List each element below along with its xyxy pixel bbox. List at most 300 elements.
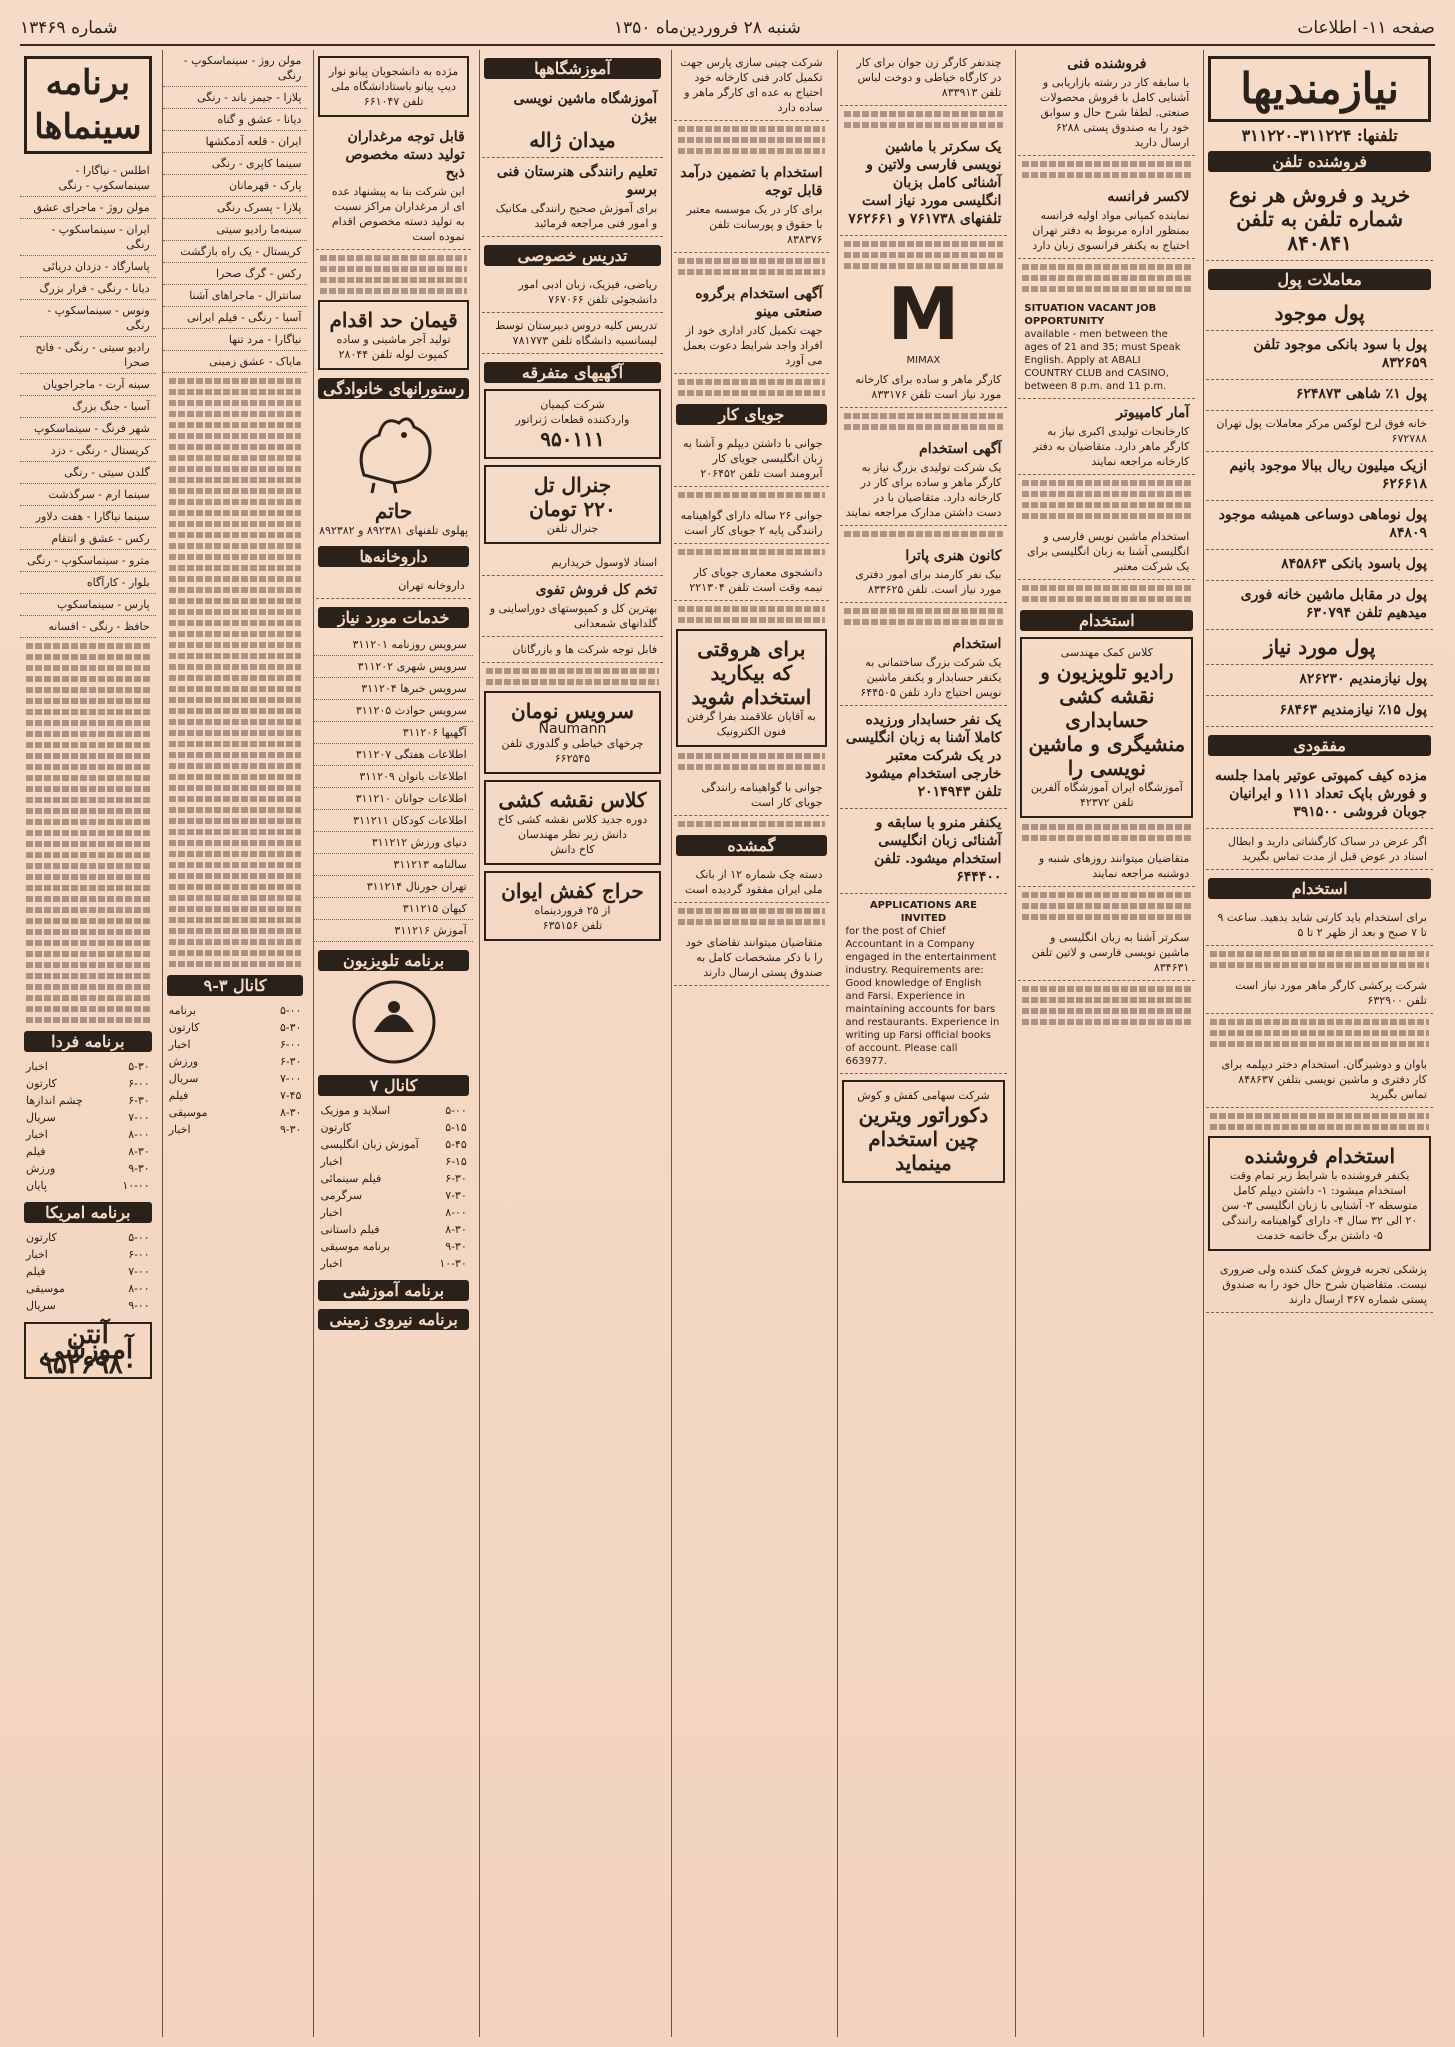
tv-show: اخبار bbox=[320, 1206, 343, 1219]
ad2-title-3: آمار کامپیوتر bbox=[1116, 405, 1190, 421]
text-filler bbox=[26, 698, 150, 704]
text-filler bbox=[169, 400, 302, 406]
tv-show: اخبار bbox=[168, 1123, 191, 1136]
ad-money-11-text: پول ۱۵٪ نیازمندیم ۶۸۴۶۳ bbox=[1279, 702, 1427, 718]
text-filler bbox=[169, 532, 302, 538]
text-filler bbox=[678, 258, 824, 264]
text-filler bbox=[1022, 1008, 1191, 1014]
text-filler bbox=[169, 411, 302, 417]
ad-lost-1-text: مزده کیف کمپوتی عوتیر بامدا جلسه و فورش باپک تعداد ۱۱۱ و ایرانیان جوبان فروشی ۳۹۱۵۰۰ bbox=[1215, 768, 1427, 820]
text-filler bbox=[320, 277, 466, 283]
tv-show: اسلاید و موزیک bbox=[320, 1104, 391, 1117]
text-filler bbox=[1210, 951, 1429, 957]
ad4-title-2: استخدام با تضمین درآمد قابل توجه bbox=[680, 165, 823, 199]
text-filler bbox=[169, 862, 302, 868]
column-6 bbox=[313, 50, 472, 2037]
text-filler bbox=[26, 676, 150, 682]
ad2-class-4: آموزشگاه ایران آموزشگاه آلفرین تلفن ۴۲۳۷۲ bbox=[1030, 781, 1183, 809]
text-filler bbox=[26, 786, 150, 792]
ad-money-7-text: پول باسود بانکی ۸۴۵۸۶۳ bbox=[1281, 556, 1427, 572]
service-row: سرویس روزنامه ۳۱۱۲۰۱ bbox=[314, 634, 472, 656]
ad3-body-4: یک شرکت تولیدی بزرگ نیاز به کارگر ماهر و ساده برای کار در کارخانه دارد. متقاضیان با در دست داشتن مدارک مراجعه نمایند bbox=[845, 461, 1002, 519]
text-filler bbox=[678, 753, 824, 759]
text-filler bbox=[1022, 914, 1191, 920]
text-filler bbox=[169, 961, 302, 967]
text-filler bbox=[844, 241, 1004, 247]
rooster-icon bbox=[334, 405, 454, 495]
text-filler bbox=[678, 269, 824, 275]
section-phone-sale: فروشنده تلفن bbox=[1208, 151, 1431, 172]
ad2-class-3: حسابداری منشیگری و ماشین نویسی را bbox=[1028, 708, 1186, 780]
text-filler bbox=[169, 466, 302, 472]
ad6-brick-title: قیمان حد اقدام bbox=[329, 308, 458, 332]
tv-time: ۷-۰۰ bbox=[279, 1072, 302, 1085]
ad-sales-body: یکنفر فروشنده با شرایط زیر تمام وقت استخدام میشود: ۱- داشتن دیپلم کامل متوسطه ۲- آشنایی با زبان انگلیسی ۳- سن ۲۰ الی ۳۲ سال ۴- دارای گواهینامه رانندگی ۵- داشتن برگ خاتمه خدمت bbox=[1221, 1169, 1418, 1242]
tv-show: اخبار bbox=[320, 1257, 343, 1270]
text-filler bbox=[26, 984, 150, 990]
section-misc: آگهیهای متفرقه bbox=[484, 362, 661, 383]
ad-phone-sale: خرید و فروش هر نوع شماره تلفن به تلفن ۸۴۰۸۴۱ bbox=[1206, 178, 1433, 261]
text-filler bbox=[169, 554, 302, 560]
ad-emp-last-text: پزشکی تجربه فروش کمک کننده ولی ضروری نیست. متقاضیان شرح حال خود را به صندوق پستی شماره ۳۶۷ ارسال دارند bbox=[1219, 1263, 1427, 1306]
text-filler bbox=[26, 1006, 150, 1012]
column-3 bbox=[837, 50, 1010, 2037]
text-filler bbox=[169, 884, 302, 890]
text-filler bbox=[1022, 502, 1191, 508]
column-7 bbox=[162, 50, 308, 2037]
cinema-row: سینما کاپری - رنگی bbox=[163, 153, 308, 175]
text-filler bbox=[169, 906, 302, 912]
tv-row bbox=[163, 1087, 308, 1104]
text-filler bbox=[1022, 596, 1191, 602]
sch1-sub: میدان ژاله bbox=[529, 128, 616, 152]
tv-show: فیلم bbox=[26, 1265, 46, 1278]
text-filler bbox=[678, 821, 824, 827]
tv-row bbox=[163, 1070, 308, 1087]
text-filler bbox=[169, 620, 302, 626]
pr1-body: ریاضی، فیزیک، زبان ادبی امور دانشجوئی تلفن ۷۶۷۰۶۶ bbox=[482, 272, 663, 313]
misc1-sub: واردکننده قطعات ژنراتور bbox=[515, 413, 630, 426]
ad-money-4 bbox=[1206, 411, 1433, 452]
ad3-body-1: چندنفر کارگر زن جوان برای کار در کارگاه خیاطی و دوخت لباس تلفن ۸۳۳۹۱۳ bbox=[840, 50, 1008, 106]
text-filler bbox=[678, 137, 824, 143]
text-filler bbox=[169, 708, 302, 714]
section-tv-channel-3: کانال ۳-۹ bbox=[167, 975, 304, 996]
tv-row bbox=[20, 1109, 156, 1126]
text-filler bbox=[26, 962, 150, 968]
section-tv-america: برنامه امریکا bbox=[24, 1202, 152, 1223]
text-filler bbox=[169, 587, 302, 593]
text-filler bbox=[26, 841, 150, 847]
ad6-body-2: این شرکت بنا به پیشنهاد عده ای از مرغداران مراکز نسبت به تولید دسته مخصوص اقدام نموده است bbox=[331, 185, 465, 243]
cinema-row: رکس - گرگ صحرا bbox=[163, 263, 308, 285]
service-row: سرویس خبرها ۳۱۱۲۰۴ bbox=[314, 678, 472, 700]
ad4-body-9: دسته چک شماره ۱۲ از بانک ملی ایران مفقود گردیده است bbox=[674, 862, 828, 903]
ad4-promo-box bbox=[676, 629, 826, 747]
text-filler bbox=[320, 255, 466, 261]
text-filler bbox=[26, 907, 150, 913]
tv-time: ۵-۰۰ bbox=[279, 1004, 302, 1017]
misc2-title: جنرال تل bbox=[533, 473, 612, 497]
page-label: صفحه ۱۱- اطلاعات bbox=[1297, 18, 1435, 38]
text-filler bbox=[1210, 1019, 1429, 1025]
mimax-logo: M bbox=[887, 272, 960, 356]
text-filler bbox=[1022, 835, 1191, 841]
text-filler bbox=[844, 531, 1004, 537]
section-services: خدمات مورد نیاز bbox=[318, 607, 468, 628]
pharm1: داروخانه تهران bbox=[316, 573, 470, 599]
tv-show: ورزش bbox=[26, 1162, 56, 1175]
tv-row bbox=[163, 1104, 308, 1121]
text-filler bbox=[1210, 962, 1429, 968]
ad-money-7 bbox=[1206, 550, 1433, 581]
column-4 bbox=[671, 50, 830, 2037]
ad4-promo-title: برای هروقتی که بیکارید استخدام شوید bbox=[691, 637, 812, 709]
cinema-row: ونوس - سینماسکوپ - رنگی bbox=[20, 300, 156, 337]
tv-channel-7: کانال ۷ bbox=[318, 1075, 468, 1096]
text-filler bbox=[26, 775, 150, 781]
text-filler bbox=[169, 917, 302, 923]
text-filler bbox=[169, 686, 302, 692]
misc9-phone: تلفن ۶۳۵۱۵۶ bbox=[542, 919, 603, 932]
tv-show: فیلم سینمائی bbox=[320, 1172, 382, 1185]
pr2-body: تدریس کلیه دروس دبیرستان توسط لیسانسیه دانشگاه تلفن ۷۸۱۷۷۳ bbox=[482, 313, 663, 354]
section-tv: برنامه تلویزیون bbox=[318, 950, 468, 971]
section-restaurants: رستورانهای خانوادگی bbox=[318, 378, 468, 399]
text-filler bbox=[26, 852, 150, 858]
cinema-row: گلدن سیتی - رنگی bbox=[20, 462, 156, 484]
ad2-en-title: SITUATION VACANT JOB OPPORTUNITY bbox=[1024, 303, 1157, 327]
service-row: اطلاعات بانوان ۳۱۱۲۰۹ bbox=[314, 766, 472, 788]
tv-row bbox=[314, 1153, 472, 1170]
text-filler bbox=[1022, 585, 1191, 591]
tv-row bbox=[20, 1280, 156, 1297]
tv-row bbox=[314, 1170, 472, 1187]
misc6-box bbox=[484, 691, 661, 774]
tv-time: ۹-۳۰ bbox=[445, 1240, 467, 1253]
tv-show: موسیقی bbox=[168, 1106, 208, 1119]
service-row: آموزش ۳۱۱۲۱۶ bbox=[314, 920, 472, 942]
text-filler bbox=[1210, 1030, 1429, 1036]
text-filler bbox=[26, 874, 150, 880]
ad6-brick-body: تولید آجر ماشینی و ساده کمپوت لوله تلفن ۲۸۰۴۴ bbox=[336, 333, 451, 361]
misc6-sub: چرخهای خیاطی و گلدوزی تلفن ۶۶۲۵۴۵ bbox=[501, 737, 644, 765]
text-filler bbox=[169, 840, 302, 846]
services-list bbox=[314, 634, 472, 942]
section-private-tutoring: تدریس خصوصی bbox=[484, 245, 661, 266]
text-filler bbox=[678, 919, 824, 925]
cinema-row: آسیا - رنگی - فیلم ایرانی bbox=[163, 307, 308, 329]
ad2-title-1: فروشنده فنی bbox=[1067, 56, 1147, 72]
tv-row bbox=[163, 1053, 308, 1070]
text-filler bbox=[26, 918, 150, 924]
cinema-row: پارک - قهرمانان bbox=[163, 175, 308, 197]
text-filler bbox=[1022, 264, 1191, 270]
tv-show: چشم اندازها bbox=[26, 1094, 83, 1107]
cinema-row: دیانا - رنگی - فرار بزرگ bbox=[20, 278, 156, 300]
text-filler bbox=[844, 619, 1004, 625]
tv-show: سریال bbox=[26, 1299, 56, 1312]
cinema-row: مترو - سینماسکوپ - رنگی bbox=[20, 550, 156, 572]
ad-money-3-text: پول ۱٪ شاهی ۶۲۴۸۷۳ bbox=[1295, 386, 1427, 402]
ad2-body-7: سکرتر آشنا به زبان انگلیسی و ماشین نویسی فارسی و لاتین تلفن ۸۳۴۶۳۱ bbox=[1018, 925, 1195, 981]
cinema-row: سینه آرت - ماجراجویان bbox=[20, 374, 156, 396]
ad3-title-5: کانون هنری پاترا bbox=[905, 548, 1002, 564]
tv-row bbox=[20, 1229, 156, 1246]
service-row: سالنامه ۳۱۱۲۱۳ bbox=[314, 854, 472, 876]
tv-time: ۶-۰۰ bbox=[279, 1038, 302, 1051]
ad-emp-2 bbox=[1206, 973, 1433, 1014]
tv-time: ۹-۳۰ bbox=[279, 1123, 302, 1136]
tv-show: اخبار bbox=[168, 1038, 191, 1051]
tv-row bbox=[314, 1255, 472, 1272]
cinema-row: نیاگارا - مرد تنها bbox=[163, 329, 308, 351]
tv-row bbox=[20, 1058, 156, 1075]
ad-emp-1 bbox=[1206, 905, 1433, 946]
column-classifieds bbox=[1203, 50, 1435, 2037]
tv-row bbox=[20, 1297, 156, 1314]
ad6-piano-box bbox=[318, 56, 468, 117]
text-filler bbox=[169, 642, 302, 648]
cinema-row: رکس - عشق و انتقام bbox=[20, 528, 156, 550]
tv-row bbox=[314, 1102, 472, 1119]
ad6-brick-box bbox=[318, 300, 468, 370]
misc1-phone: ۹۵۰۱۱۱ bbox=[540, 427, 605, 451]
tv-time: ۷-۳۰ bbox=[445, 1189, 467, 1202]
tv-show: ورزش bbox=[168, 1055, 199, 1068]
sch2-body: برای آموزش صحیح رانندگی مکانیک و امور فنی مراجعه فرمائید bbox=[495, 202, 658, 230]
text-filler bbox=[1022, 903, 1191, 909]
text-filler bbox=[678, 617, 824, 623]
service-row: دنیای ورزش ۳۱۱۲۱۲ bbox=[314, 832, 472, 854]
text-filler bbox=[169, 664, 302, 670]
text-filler bbox=[169, 829, 302, 835]
text-filler bbox=[26, 896, 150, 902]
tv-row bbox=[314, 1221, 472, 1238]
ad-lost-1 bbox=[1206, 762, 1433, 829]
ad-money-8-text: پول در مقابل ماشین خانه فوری میدهیم تلفن ۶۳۰۷۹۴ bbox=[1240, 587, 1427, 621]
text-filler bbox=[169, 631, 302, 637]
cinema-row: پارس - سینماسکوپ bbox=[20, 594, 156, 616]
ad3-body-7: یک نفر حسابدار ورزیده کاملا آشنا به زبان انگلیسی در یک شرکت معتبر خارجی استخدام میشود تلفن ۲۰۱۴۹۴۳ bbox=[845, 712, 1002, 800]
ad2-body-1: با سابقه کار در رشته بازاریابی و آشنایی کامل با فروش محصولات صنعتی. لطفا شرح حال و سوابق خود را به صندوق پستی ۶۲۸۸ ارسال دارید bbox=[1040, 76, 1190, 149]
ad3-en-body: for the post of Chief Accountant in a Company engaged in the entertainment industry. Requirements are: Good knowledge of English and Farsi. Experience in maintaining accounts for bars and restaurants. Experience in writing up Farsi official books of account. Please call 663977. bbox=[845, 926, 1000, 1067]
cinema-row: دیانا - عشق و گناه bbox=[163, 109, 308, 131]
tv-time: ۵-۱۵ bbox=[445, 1121, 467, 1134]
ad3-body-5: بیک نفر کارمند برای امور دفتری مورد نیاز است. تلفن ۸۳۳۶۲۵ bbox=[855, 568, 1002, 596]
ad4-body-10: متقاضیان میتوانند تقاضای خود را با ذکر مشخصات کامل به صندوق پستی ارسال دارند bbox=[674, 930, 828, 986]
tv-row bbox=[20, 1177, 156, 1194]
ad-emp-3 bbox=[1206, 1052, 1433, 1108]
text-filler bbox=[169, 609, 302, 615]
ad-sales-title: استخدام فروشنده bbox=[1244, 1144, 1395, 1168]
ad-lost-2 bbox=[1206, 829, 1433, 870]
cinema-row: اطلس - نیاگارا - سینماسکوپ - رنگی bbox=[20, 160, 156, 197]
ad-money-5-text: ازیک میلیون ریال ببالا موجود بانیم ۶۲۶۶۱۸ bbox=[1229, 458, 1427, 492]
text-filler bbox=[169, 499, 302, 505]
tv-show: فیلم bbox=[26, 1145, 46, 1158]
ad-money-6-text: پول نوماهی دوساعی همیشه موجود ۸۴۸۰۹ bbox=[1218, 507, 1427, 541]
text-filler bbox=[678, 764, 824, 770]
misc7-body: دوره جدید کلاس نقشه کشی کاخ دانش زیر نظر مهندسان bbox=[497, 813, 648, 841]
text-filler bbox=[320, 266, 466, 272]
tv-time: ۸-۰۰ bbox=[128, 1128, 150, 1141]
text-filler bbox=[1210, 1113, 1429, 1119]
text-filler bbox=[169, 543, 302, 549]
text-filler bbox=[26, 863, 150, 869]
tv-show: اخبار bbox=[26, 1128, 48, 1141]
footer-ad: آنتن آموزشی ۹۵۲۶۹۸۰ bbox=[24, 1322, 152, 1379]
tv-row bbox=[20, 1143, 156, 1160]
text-filler bbox=[169, 851, 302, 857]
tv-emblem-icon bbox=[349, 977, 439, 1067]
misc6-latin: Naumann bbox=[538, 721, 607, 737]
section-money: معاملات پول bbox=[1208, 269, 1431, 290]
text-filler bbox=[169, 752, 302, 758]
classifieds-phones: تلفنها: ۳۱۱۲۲۴-۳۱۱۲۲۰ bbox=[1241, 126, 1398, 145]
text-filler bbox=[1022, 1019, 1191, 1025]
ad3-shoe-box bbox=[842, 1080, 1006, 1183]
ad-emp-2-text: شرکت پرکشی کارگر ماهر مورد نیاز است تلفن ۶۳۲۹۰۰ bbox=[1235, 979, 1427, 1007]
ad3-title-4: آگهی استخدام bbox=[919, 441, 1002, 457]
text-filler bbox=[169, 873, 302, 879]
ad4-body-5: جوانی ۲۶ ساله دارای گواهینامه رانندگی پایه ۲ جویای کار است bbox=[674, 503, 828, 544]
misc3-body: اسناد لاوسول خریداریم bbox=[482, 550, 663, 576]
text-filler bbox=[26, 940, 150, 946]
text-filler bbox=[1022, 986, 1191, 992]
misc8-title: کاخ دانش bbox=[550, 843, 595, 856]
text-filler bbox=[169, 444, 302, 450]
ad2-body-5: استخدام ماشین نویس فارسی و انگلیسی آشنا به زبان انگلیسی برای یک شرکت معتبر bbox=[1018, 524, 1195, 580]
tv-row bbox=[314, 1187, 472, 1204]
misc7-title: کلاس نقشه کشی bbox=[498, 788, 647, 812]
text-filler bbox=[678, 549, 824, 555]
text-filler bbox=[169, 422, 302, 428]
column-2 bbox=[1015, 50, 1197, 2037]
tv-time: ۷-۰۰ bbox=[128, 1265, 150, 1278]
tv-row bbox=[314, 1204, 472, 1221]
ad2-body-2: نماینده کمپانی مواد اولیه فرانسه بمنظور اداره مربوط به دفتر تهران احتیاج به یکنفر فرانسوی زبان دارد bbox=[1032, 209, 1190, 252]
ad-money-3 bbox=[1206, 380, 1433, 411]
tv-schedule-7 bbox=[314, 1102, 472, 1272]
text-filler bbox=[169, 928, 302, 934]
text-filler bbox=[26, 951, 150, 957]
ad3-en-title: APPLICATIONS ARE INVITED bbox=[869, 900, 978, 924]
tv-time: ۸-۳۰ bbox=[279, 1106, 302, 1119]
tv-show: سریال bbox=[26, 1111, 56, 1124]
text-filler bbox=[26, 929, 150, 935]
cinema-row: سانترال - ماجراهای آشنا bbox=[163, 285, 308, 307]
text-filler bbox=[678, 148, 824, 154]
cinema-row: پلازا - جیمز باند - رنگی bbox=[163, 87, 308, 109]
ad-money-8 bbox=[1206, 581, 1433, 630]
tv-row bbox=[20, 1263, 156, 1280]
tv-show: فیلم bbox=[168, 1089, 189, 1102]
text-filler bbox=[169, 565, 302, 571]
text-filler bbox=[1022, 275, 1191, 281]
cinema-row: کریستال - یک راه بازگشت bbox=[163, 241, 308, 263]
text-filler bbox=[169, 598, 302, 604]
text-filler bbox=[169, 950, 302, 956]
text-filler bbox=[1022, 480, 1191, 486]
tv-show: کارتون bbox=[168, 1021, 200, 1034]
tv-row bbox=[314, 1238, 472, 1255]
text-filler bbox=[1022, 513, 1191, 519]
text-filler bbox=[169, 510, 302, 516]
ad3-body-3: کارگر ماهر و ساده برای کارخانه مورد نیاز است تلفن ۸۳۳۱۷۶ bbox=[840, 367, 1008, 408]
ad4-body-4: جوانی با داشتن دیپلم و آشنا به زبان انگلیسی جویای کار آبرومند است تلفن ۲۰۶۴۵۲ bbox=[674, 431, 828, 487]
tv-time: ۵-۰۰ bbox=[445, 1104, 467, 1117]
cinema-row: ایران - قلعه آدمکشها bbox=[163, 131, 308, 153]
misc6-title: سرویس نومان bbox=[511, 699, 634, 723]
cinema-row: بلوار - کارآگاه bbox=[20, 572, 156, 594]
ad4-body-2: برای کار در یک موسسه معتبر با حقوق و پورسانت تلفن ۸۳۸۳۷۶ bbox=[686, 203, 823, 246]
tv-show: موسیقی bbox=[26, 1282, 65, 1295]
ad-money-2 bbox=[1206, 331, 1433, 380]
ad-lost-2-text: اگر عرض در سباک کارگشاتی دارید و ابطال اسناد در عوض قبل از مدت تماس بگیرید bbox=[1227, 835, 1427, 863]
text-filler bbox=[169, 785, 302, 791]
ad-money-11 bbox=[1206, 696, 1433, 727]
text-filler bbox=[26, 764, 150, 770]
section-tv-tomorrow: برنامه فردا bbox=[24, 1031, 152, 1052]
columns bbox=[20, 50, 1435, 2037]
ad-class-box bbox=[1020, 637, 1193, 818]
text-filler bbox=[844, 252, 1004, 258]
text-filler bbox=[678, 379, 824, 385]
cinema-row: مولن روژ - سینماسکوپ - رنگی bbox=[163, 50, 308, 87]
ad2-title-2: لاکسر فرانسه bbox=[1107, 189, 1190, 205]
text-filler bbox=[678, 908, 824, 914]
misc9-title: حراج کفش ایوان bbox=[501, 879, 644, 903]
text-filler bbox=[1022, 997, 1191, 1003]
cinema-row: سینه‌ما رادیو سیتی bbox=[163, 219, 308, 241]
section-tv-education: برنامه آموزشی bbox=[318, 1280, 468, 1301]
misc4-body: بهترین کل و کمپوستهای دوراساینی و گلدانهای شمعدانی bbox=[489, 602, 658, 630]
text-filler bbox=[26, 1017, 150, 1023]
tv-time: ۶-۱۵ bbox=[445, 1155, 467, 1168]
tv-time: ۹-۳۰ bbox=[128, 1162, 150, 1175]
tv-show: سرگرمی bbox=[320, 1189, 363, 1202]
ad4-body-8: جوانی با گواهینامه رانندگی جویای کار است bbox=[674, 775, 828, 816]
text-filler bbox=[169, 697, 302, 703]
text-filler bbox=[169, 939, 302, 945]
tv-time: ۶-۳۰ bbox=[279, 1055, 302, 1068]
text-filler bbox=[26, 720, 150, 726]
ad4-body-6: دانشجوی معماری جویای کار نیمه وقت است تلفن ۲۲۱۳۰۴ bbox=[674, 560, 828, 601]
text-filler bbox=[1022, 824, 1191, 830]
misc2-box bbox=[484, 465, 661, 544]
text-filler bbox=[1022, 491, 1191, 497]
text-filler bbox=[844, 413, 1004, 419]
text-filler bbox=[1022, 286, 1191, 292]
text-filler bbox=[26, 753, 150, 759]
tv-row bbox=[314, 1119, 472, 1136]
misc7-box bbox=[484, 780, 661, 865]
text-filler bbox=[26, 885, 150, 891]
rest1-phone: پهلوی تلفنهای ۸۹۲۳۸۱ و ۸۹۲۳۸۲ bbox=[319, 524, 469, 537]
ad3-body-8: یکنفر منرو با سابقه و آشنائی زبان انگلیسی استخدام میشود. تلفن ۶۴۴۴۰۰ bbox=[874, 815, 1002, 885]
tv-show: اخبار bbox=[26, 1248, 48, 1261]
text-filler bbox=[26, 830, 150, 836]
text-filler bbox=[1022, 161, 1191, 167]
text-filler bbox=[169, 774, 302, 780]
column-cinemas bbox=[20, 50, 156, 2037]
tv-time: ۱۰-۳۰ bbox=[439, 1257, 467, 1270]
cinema-row: مولن روژ - ماجرای عشق bbox=[20, 197, 156, 219]
sch1-title: آموزشگاه ماشین نویسی بیژن bbox=[513, 91, 658, 125]
text-filler bbox=[169, 807, 302, 813]
ad6-piano: مژده به دانشجویان پیانو نوار دیپ پیانو باستادانشگاه ملی تلفن ۶۶۱۰۴۷ bbox=[328, 65, 459, 108]
